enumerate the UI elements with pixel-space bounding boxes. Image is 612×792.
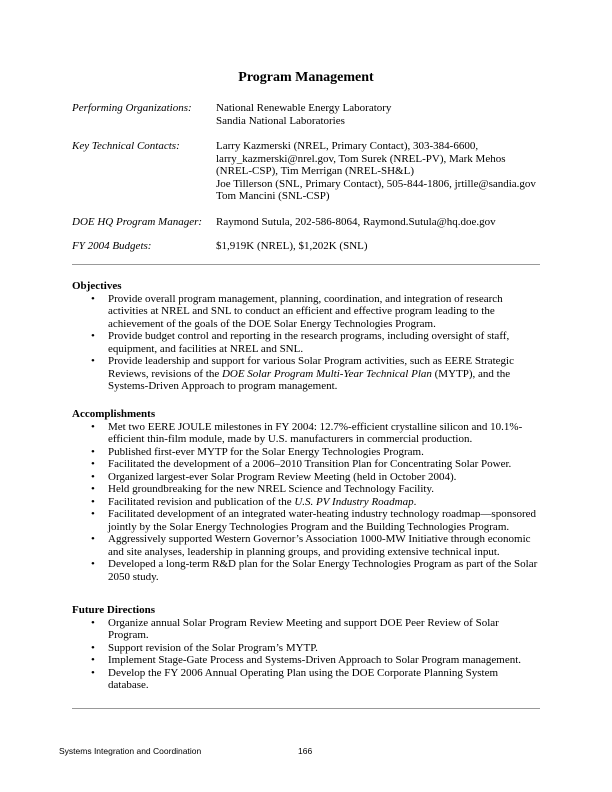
list-item [72,533,540,558]
bullet-icon: • [91,445,95,458]
item-text: Support revision of the Solar Program’s MYTP. [108,641,318,654]
item-text: Provide budget control and reporting in the research programs, including oversight of staff, equipment, and facilities at NREL and SNL. [108,330,510,355]
contacts-line: (NREL-CSP), Tim Merrigan (NREL-SH&L) [216,165,414,177]
item-text: Met two EERE JOULE milestones in FY 2004: 12.7%-efficient crystalline silicon and 10.1%-efficient thin-film module, made by U.S. manufacturers in commercial production. [108,420,523,445]
accomplishments-section [72,408,542,583]
section-heading: Objectives [72,280,122,292]
list-item [72,421,540,446]
contacts-line: Tom Mancini (SNL-CSP) [216,190,330,202]
bullet-icon: • [91,420,95,433]
bullet-list [72,421,542,584]
italic-title: U.S. PV Industry Roadmap [294,495,414,508]
item-text: Facilitated revision and publication of the [108,495,295,508]
bullet-icon: • [91,292,95,305]
list-item [72,558,540,583]
page-title: Program Management [238,70,374,85]
item-text: Implement Stage-Gate Process and Systems-Driven Approach to Solar Program management. [108,654,522,666]
bullet-icon: • [91,558,95,570]
list-item [72,471,540,484]
italic-title: DOE Solar Program Multi-Year Technical Plan [221,367,432,380]
divider [72,264,540,265]
section-heading: Accomplishments [72,408,156,420]
list-item [72,496,540,509]
item-text: Aggressively supported Western Governor’s Association 1000-MW Initiative through economic and site analyses, leadership in planning groups, and providing extensive technical input. [108,533,531,558]
divider [72,708,540,709]
bullet-icon: • [91,666,95,679]
list-item [72,654,540,667]
bullet-icon: • [91,458,95,470]
list-item [72,617,540,642]
item-text: Organized largest-ever Solar Program Review Meeting (held in October 2004). [108,470,457,483]
bullet-icon: • [91,470,95,483]
page-number: 166 [298,746,313,756]
list-item [72,293,540,331]
item-text: Facilitated development of an integrated water-heating industry technology roadmap—sponsored jointly by the Solar Energy Technologies Program and the Building Technologies Program. [108,508,537,533]
item-text: Facilitated the development of a 2006–2010 Transition Plan for Concentrating Solar Power. [108,458,512,470]
bullet-list [72,293,542,393]
budgets-value: $1,919K (NREL), $1,202K (SNL) [216,240,368,252]
bullet-icon: • [91,355,95,367]
objectives-section [72,280,542,393]
bullet-icon: • [91,533,95,545]
contacts-line: larry_kazmerski@nrel.gov, Tom Surek (NREL-PV), Mark Mehos [216,152,506,165]
list-item [72,642,540,655]
bullet-icon: • [91,483,95,495]
item-text: Develop the FY 2006 Annual Operating Plan using the DOE Corporate Planning System database. [108,666,499,691]
performing-line: National Renewable Energy Laboratory [216,102,392,114]
performing-line: Sandia National Laboratories [216,114,345,127]
item-text: Provide overall program management, planning, coordination, and integration of research activities at NREL and SNL to conduct an efficient and effective program leading to the achievement of the goals of the DOE Solar Energy Technologies Program. [108,292,503,330]
contacts-line: Joe Tillerson (SNL, Primary Contact), 505-844-1806, jrtille@sandia.gov [216,177,536,190]
section-heading: Future Directions [72,604,155,616]
bullet-icon: • [91,616,95,629]
contacts-line: Larry Kazmerski (NREL, Primary Contact), 303-384-6600, [216,140,479,152]
list-item [72,458,540,471]
manager-label: DOE HQ Program Manager: [72,216,203,228]
list-item [72,508,540,533]
bullet-icon: • [91,654,95,666]
item-text: Organize annual Solar Program Review Meeting and support DOE Peer Review of Solar Program. [108,616,499,641]
manager-value: Raymond Sutula, 202-586-8064, Raymond.Sutula@hq.doe.gov [216,216,496,228]
item-text: . [413,495,417,508]
list-item [72,483,540,496]
list-item [72,667,540,692]
footer-section-title: Systems Integration and Coordination [59,746,202,756]
contacts-label: Key Technical Contacts: [72,140,180,152]
bullet-icon: • [91,330,95,342]
item-text: Published first-ever MYTP for the Solar Energy Technologies Program. [108,445,424,458]
item-text: Developed a long-term R&D plan for the Solar Energy Technologies Program as part of the Solar 2050 study. [108,558,538,583]
budgets-label: FY 2004 Budgets: [72,240,152,252]
bullet-icon: • [91,641,95,654]
item-text: Held groundbreaking for the new NREL Science and Technology Facility. [108,483,434,495]
future-directions-section [72,604,542,692]
bullet-icon: • [91,495,95,508]
list-item [72,355,540,393]
bullet-icon: • [91,508,95,520]
bullet-list [72,617,542,692]
list-item [72,446,540,459]
performing-label: Performing Organizations: [72,102,192,114]
item-text: Provide leadership and support for various Solar Program activities, such as EERE Strategic Reviews, revisions of the [108,355,514,380]
list-item [72,330,540,355]
item-text: (MYTP), and the Systems-Driven Approach to program management. [108,367,511,392]
